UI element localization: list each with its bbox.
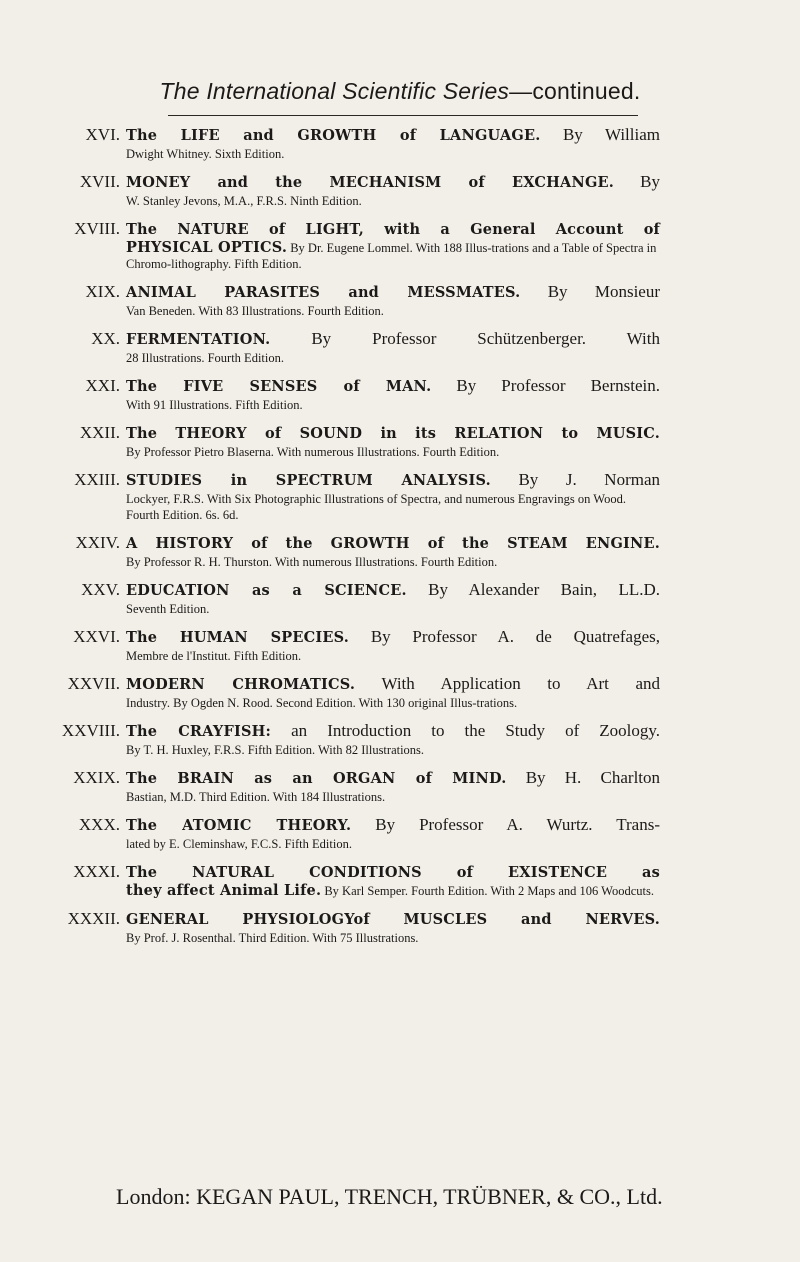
list-item	[0, 281, 800, 319]
entry-title: ANIMAL PARASITES and MESSMATES.	[126, 284, 521, 301]
entry-title-continuation: PHYSICAL OPTICS.	[126, 239, 288, 256]
entry-number: XXVII.	[67, 674, 120, 693]
entry-details: Industry. By Ogden N. Rood. Second Edition. With 130 original Illus-trations.	[126, 696, 518, 710]
list-item	[0, 218, 800, 272]
series-suffix: —continued.	[509, 78, 641, 104]
entry-title: The ATOMIC THEORY.	[126, 817, 352, 834]
entry-number: XXIV.	[75, 533, 120, 552]
list-item	[0, 814, 800, 852]
entry-number: XX.	[91, 329, 120, 348]
entry-details: By Dr. Eugene Lommel. With 188 Illus-trations and a Table of Spectra in Chromo-lithography. Fifth Edition.	[126, 241, 657, 271]
entry-details: Membre de l'Institut. Fifth Edition.	[126, 649, 302, 663]
entry-number: XXII.	[79, 423, 120, 442]
entry-details: Bastian, M.D. Third Edition. With 184 Illustrations.	[126, 790, 386, 804]
entry-title: A HISTORY of the GROWTH of the STEAM ENGINE.	[126, 535, 660, 552]
entry-list	[0, 124, 800, 955]
entry-details: lated by E. Cleminshaw, F.C.S. Fifth Edition.	[126, 837, 352, 851]
entry-number: XXX.	[78, 815, 120, 834]
entry-details: Seventh Edition.	[126, 602, 210, 616]
entry-title: FERMENTATION.	[126, 331, 271, 348]
entry-author: By Alexander Bain, LL.D.	[428, 580, 661, 599]
entry-author: With Application to Art and	[381, 674, 660, 693]
entry-number: XVII.	[79, 172, 120, 191]
list-item	[0, 375, 800, 413]
list-item	[0, 767, 800, 805]
entry-author: By Professor Schützenberger. With	[311, 329, 660, 348]
entry-details: 28 Illustrations. Fourth Edition.	[126, 351, 284, 365]
list-item	[0, 626, 800, 664]
entry-number: XVIII.	[74, 219, 120, 238]
list-item	[0, 532, 800, 570]
entry-number: XXVI.	[73, 627, 120, 646]
entry-number: XXXI.	[73, 862, 120, 881]
entry-details: By Professor Pietro Blaserna. With numerous Illustrations. Fourth Edition.	[126, 445, 500, 459]
entry-details: By Prof. J. Rosenthal. Third Edition. With 75 Illustrations.	[126, 931, 419, 945]
entry-number: XXVIII.	[61, 721, 120, 740]
entry-title: The HUMAN SPECIES.	[126, 629, 350, 646]
entry-title: The CRAYFISH:	[126, 723, 272, 740]
series-title: The International Scientific Series	[159, 78, 510, 104]
entry-details: Van Beneden. With 83 Illustrations. Fourth Edition.	[126, 304, 384, 318]
entry-author: an Introduction to the Study of Zoology.	[291, 721, 661, 740]
page-header	[0, 78, 800, 105]
entry-author: By J. Norman	[518, 470, 660, 489]
list-item	[0, 673, 800, 711]
entry-number: XXI.	[85, 376, 120, 395]
entry-details: With 91 Illustrations. Fifth Edition.	[126, 398, 303, 412]
list-item	[0, 171, 800, 209]
entry-number: XXV.	[81, 580, 120, 599]
entry-number: XXIX.	[73, 768, 120, 787]
entry-author: By Professor Bernstein.	[456, 376, 660, 395]
list-item	[0, 328, 800, 366]
entry-number: XXXII.	[67, 909, 120, 928]
list-item	[0, 469, 800, 523]
entry-title: The FIVE SENSES of MAN.	[126, 378, 432, 395]
entry-details: Lockyer, F.R.S. With Six Photographic Illustrations of Spectra, and numerous Engravings on Wood. Fourth Edition. 6s. 6d.	[126, 492, 626, 522]
entry-title: MONEY and the MECHANISM of EXCHANGE.	[126, 174, 615, 191]
entry-author: By Professor A. Wurtz. Trans-	[375, 815, 660, 834]
entry-title: STUDIES in SPECTRUM ANALYSIS.	[126, 472, 491, 489]
entry-title: The BRAIN as an ORGAN of MIND.	[126, 770, 507, 787]
entry-title: MODERN CHROMATICS.	[126, 676, 356, 693]
entry-number: XIX.	[85, 282, 120, 301]
list-item	[0, 720, 800, 758]
header-rule	[168, 115, 638, 116]
entry-author: By Professor A. de Quatrefages,	[370, 627, 660, 646]
list-item	[0, 579, 800, 617]
entry-title: The THEORY of SOUND in its RELATION to MUSIC.	[126, 425, 660, 442]
entry-details: By T. H. Huxley, F.R.S. Fifth Edition. With 82 Illustrations.	[126, 743, 425, 757]
list-item	[0, 422, 800, 460]
entry-title-continuation: they affect Animal Life.	[126, 882, 322, 899]
entry-title: EDUCATION as a SCIENCE.	[126, 582, 407, 599]
footer-city: London:	[116, 1184, 191, 1209]
entry-title: The LIFE and GROWTH of LANGUAGE.	[126, 127, 541, 144]
entry-title: The NATURE of LIGHT, with a General Account of	[126, 221, 660, 238]
entry-author: By Monsieur	[547, 282, 661, 301]
entry-author: By H. Charlton	[525, 768, 661, 787]
entry-number: XVI.	[85, 125, 120, 144]
list-item	[0, 861, 800, 899]
entry-details: Dwight Whitney. Sixth Edition.	[126, 147, 285, 161]
entry-title: The NATURAL CONDITIONS of EXISTENCE as	[126, 864, 660, 881]
entry-author: By William	[562, 125, 660, 144]
publisher-footer	[116, 1184, 663, 1210]
entry-number: XXIII.	[74, 470, 120, 489]
entry-details: W. Stanley Jevons, M.A., F.R.S. Ninth Edition.	[126, 194, 362, 208]
entry-details: By Karl Semper. Fourth Edition. With 2 Maps and 106 Woodcuts.	[324, 884, 654, 898]
entry-author: By	[640, 172, 660, 191]
entry-title: GENERAL PHYSIOLOGYof MUSCLES and NERVES.	[126, 911, 660, 928]
footer-publisher: KEGAN PAUL, TRENCH, TRÜBNER, & CO., Ltd.	[196, 1184, 663, 1209]
entry-details: By Professor R. H. Thurston. With numerous Illustrations. Fourth Edition.	[126, 555, 498, 569]
list-item	[0, 124, 800, 162]
list-item	[0, 908, 800, 946]
